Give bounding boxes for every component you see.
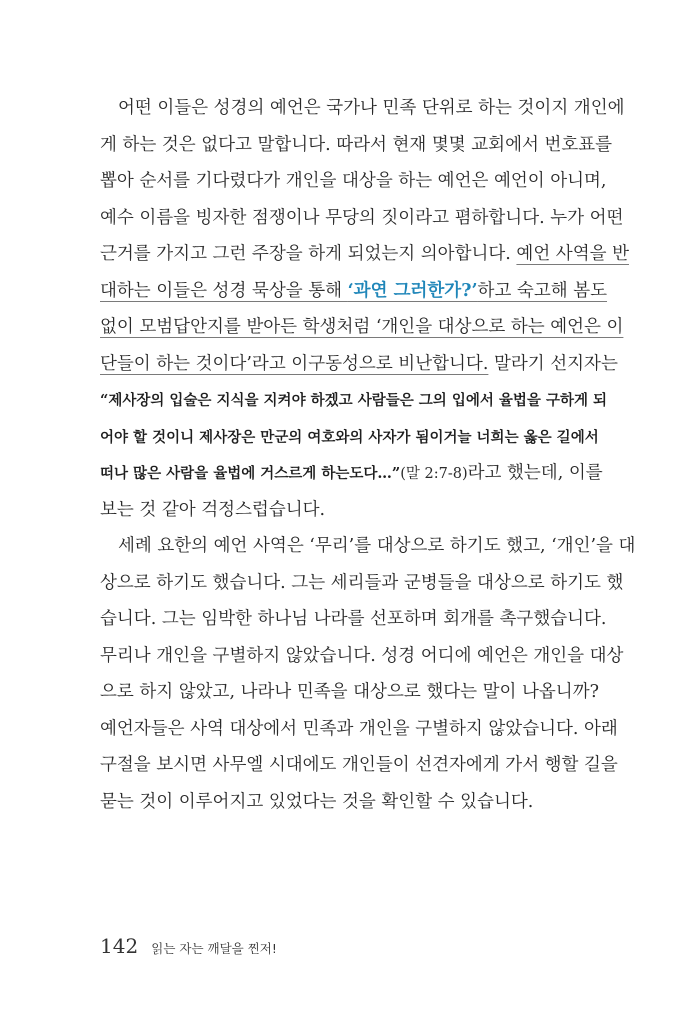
text-segment: 말라기 선지자는 <box>488 353 618 374</box>
text-line: 어떤 이들은 성경의 예언은 국가나 민족 단위로 하는 것이지 개인에 <box>118 98 625 118</box>
page-number: 142 <box>100 934 139 958</box>
underlined-text: 없이 모범답안지를 받아든 학생처럼 ‘개인을 대상으로 하는 예언은 이 <box>100 317 624 337</box>
text-line: 구절을 보시면 사무엘 시대에도 개인들이 선견자에게 가서 행할 길을 <box>100 755 618 775</box>
text-line: 습니다. 그는 임박한 하나님 나라를 선포하며 회개를 촉구했습니다. <box>100 609 607 629</box>
text-line: 묻는 것이 이루어지고 있었다는 것을 확인할 수 있습니다. <box>100 791 534 812</box>
underlined-text: 단들이 하는 것이다’라고 이구동성으로 비난합니다. <box>100 353 489 374</box>
text-line: 상으로 하기도 했습니다. 그는 세리들과 군병들을 대상으로 하기도 했 <box>100 572 624 593</box>
underlined-text: 예언 사역을 반 <box>516 244 629 264</box>
scripture-reference: (말 2:7-8) <box>400 466 468 482</box>
text-line: 예언자들은 사역 대상에서 민족과 개인을 구별하지 않았습니다. 아래 <box>100 718 618 739</box>
text-segment: 라고 했는데, 이를 <box>467 463 603 483</box>
text-line <box>100 236 629 273</box>
text-segment: 하고 숙고해 봄도 <box>477 280 608 301</box>
text-line: 무리나 개인을 구별하지 않았습니다. 성경 어디에 예언은 개인을 대상 <box>100 645 624 666</box>
text-line <box>100 309 624 346</box>
text-line: 예수 이름을 빙자한 점쟁이나 무당의 짓이라고 폄하합니다. 누가 어떤 <box>100 207 624 228</box>
body-text <box>100 90 636 820</box>
scripture-quote-line <box>100 455 602 492</box>
text-line: 뽑아 순서를 기다렸다가 개인을 대상을 하는 예언은 예언이 아니며, <box>100 171 607 191</box>
scripture-quote-line <box>100 382 608 419</box>
highlighted-phrase: ‘과연 그러한가?’ <box>347 280 478 301</box>
text-line: 으로 하지 않았고, 나라나 민족을 대상으로 했다는 말이 나옵니까? <box>100 682 599 702</box>
scripture-quote: 어야 할 것이니 제사장은 만군의 여호와의 사자가 됨이거늘 너희는 옳은 길에서 <box>100 428 599 446</box>
text-line: 세례 요한의 예언 사역은 ‘무리’를 대상으로 하기도 했고, ‘개인’을 대 <box>118 536 636 556</box>
page-footer <box>100 934 277 958</box>
text-line <box>100 346 618 383</box>
text-segment: 대하는 이들은 성경 묵상을 통해 <box>100 280 348 301</box>
text-line <box>100 273 608 310</box>
scripture-quote: “제사장의 입술은 지식을 지켜야 하겠고 사람들은 그의 입에서 율법을 구하게 되 <box>100 392 608 409</box>
underlined-text <box>100 281 607 301</box>
text-line: 보는 것 같아 걱정스럽습니다. <box>100 499 326 520</box>
text-segment: 근거를 가지고 그런 주장을 하게 되었는지 의아합니다. <box>100 244 517 264</box>
running-title: 읽는 자는 깨달을 찐저! <box>151 941 277 956</box>
scripture-quote: 떠나 많은 사람을 율법에 거스르게 하는도다…” <box>100 465 401 482</box>
scripture-quote-line <box>100 419 602 456</box>
text-line: 게 하는 것은 없다고 말합니다. 따라서 현재 몇몇 교회에서 번호표를 <box>100 134 613 155</box>
